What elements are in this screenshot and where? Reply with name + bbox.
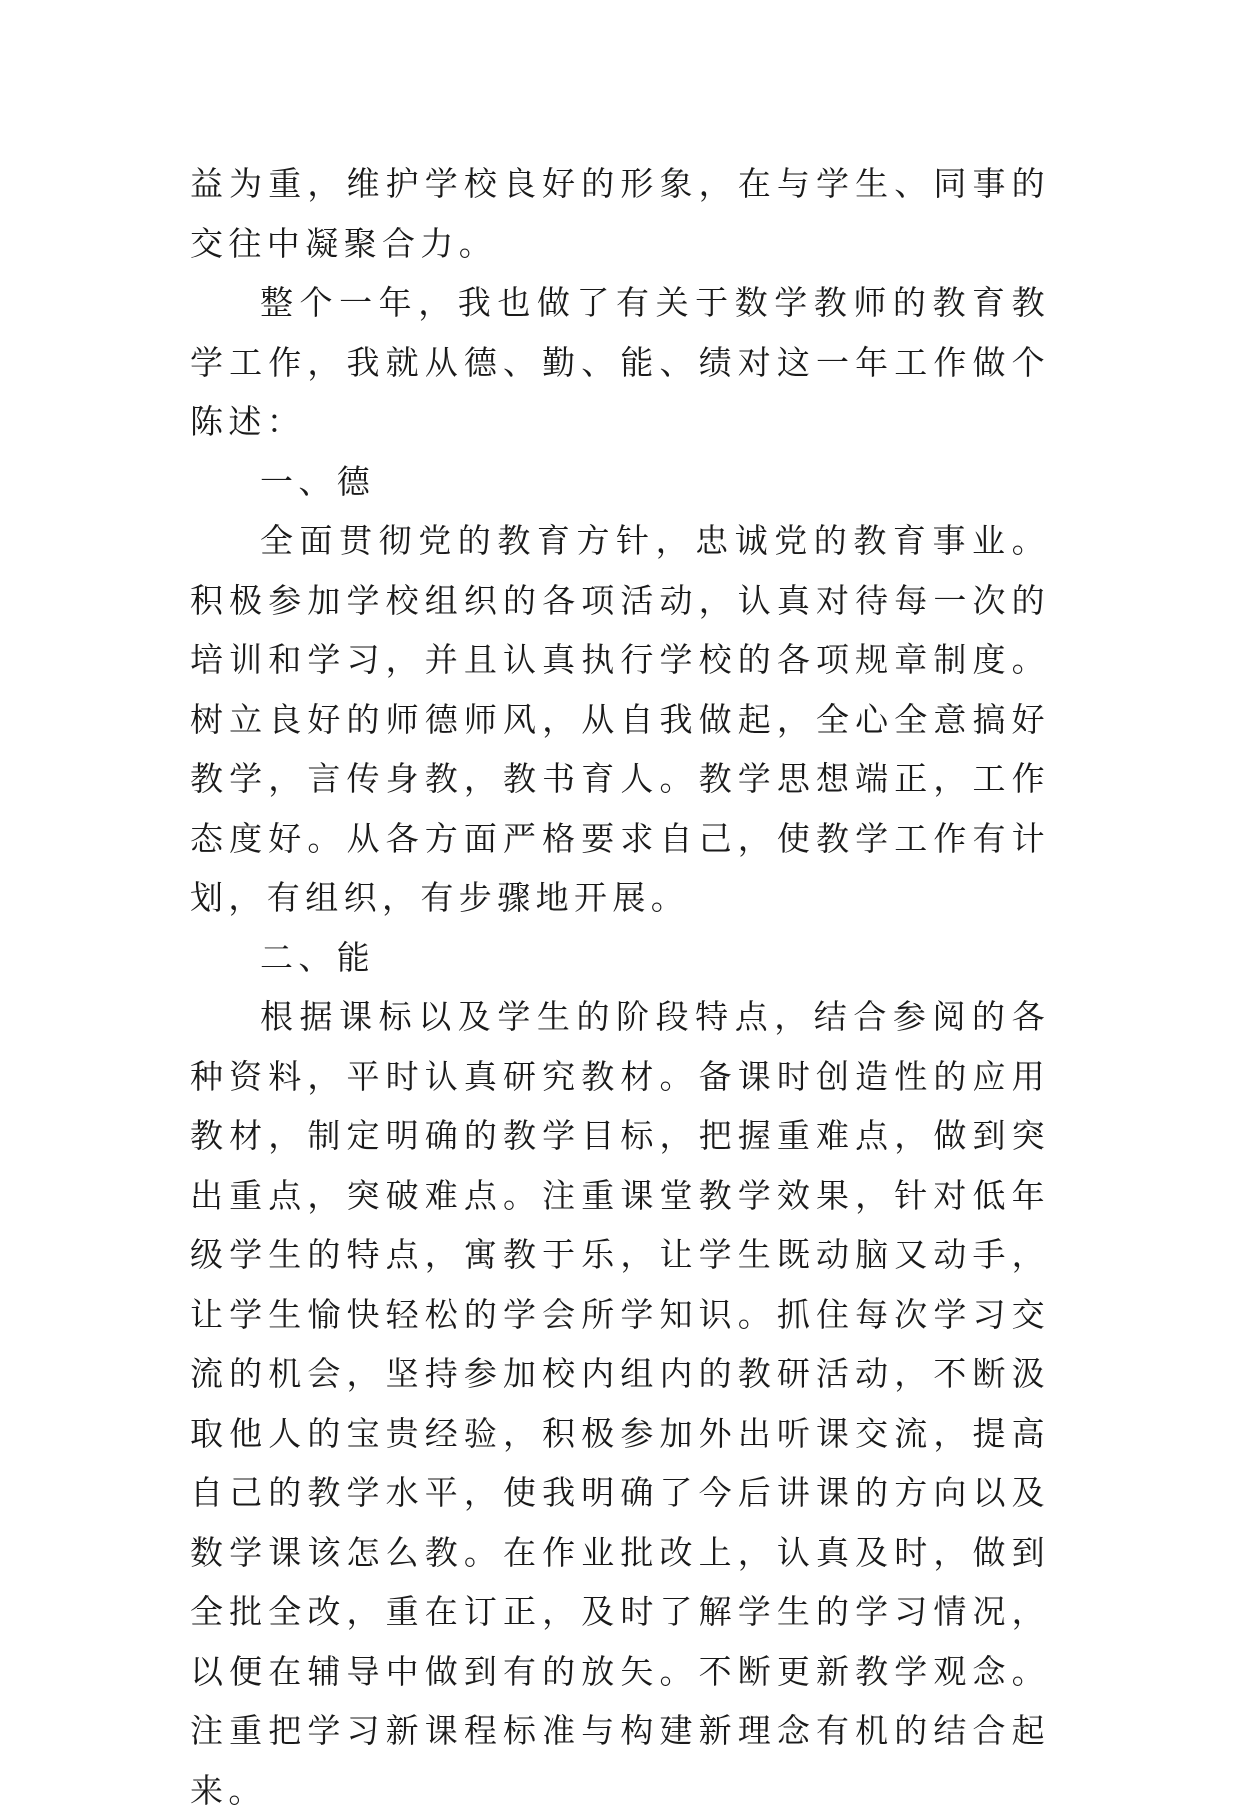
document-body	[190, 154, 1050, 1820]
paragraph-intro: 整个一年，我也做了有关于数学教师的教育教学工作，我就从德、勤、能、绩对这一年工作做个陈述：	[190, 283, 1050, 441]
paragraph-continuation: 益为重，维护学校良好的形象，在与学生、同事的交往中凝聚合力。	[190, 164, 1050, 263]
section-heading-neng: 二、能	[260, 937, 376, 977]
paragraph-neng: 根据课标以及学生的阶段特点，结合参阅的各种资料，平时认真研究教材。备课时创造性的应用教材，制定明确的教学目标，把握重难点，做到突出重点，突破难点。注重课堂教学效果，针对低年级学生的特点，寓教于乐，让学生既动脑又动手，让学生愉快轻松的学会所学知识。抓住每次学习交流的机会，坚持参加校内组内的教研活动，不断汲取他人的宝贵经验，积极参加外出听课交流，提高自己的教学水平，使我明确了今后讲课的方向以及数学课该怎么教。在作业批改上，认真及时，做到全批全改，重在订正，及时了解学生的学习情况，以便在辅导中做到有的放矢。不断更新教学观念。注重把学习新课程标准与构建新理念有机的结合起来。	[190, 997, 1050, 1810]
paragraph-de: 全面贯彻党的教育方针，忠诚党的教育事业。积极参加学校组织的各项活动，认真对待每一次的培训和学习，并且认真执行学校的各项规章制度。树立良好的师德师风，从自我做起，全心全意搞好教学，言传身教，教书育人。教学思想端正，工作态度好。从各方面严格要求自己，使教学工作有计划，有组织，有步骤地开展。	[190, 521, 1050, 917]
section-heading-de: 一、德	[260, 461, 376, 501]
